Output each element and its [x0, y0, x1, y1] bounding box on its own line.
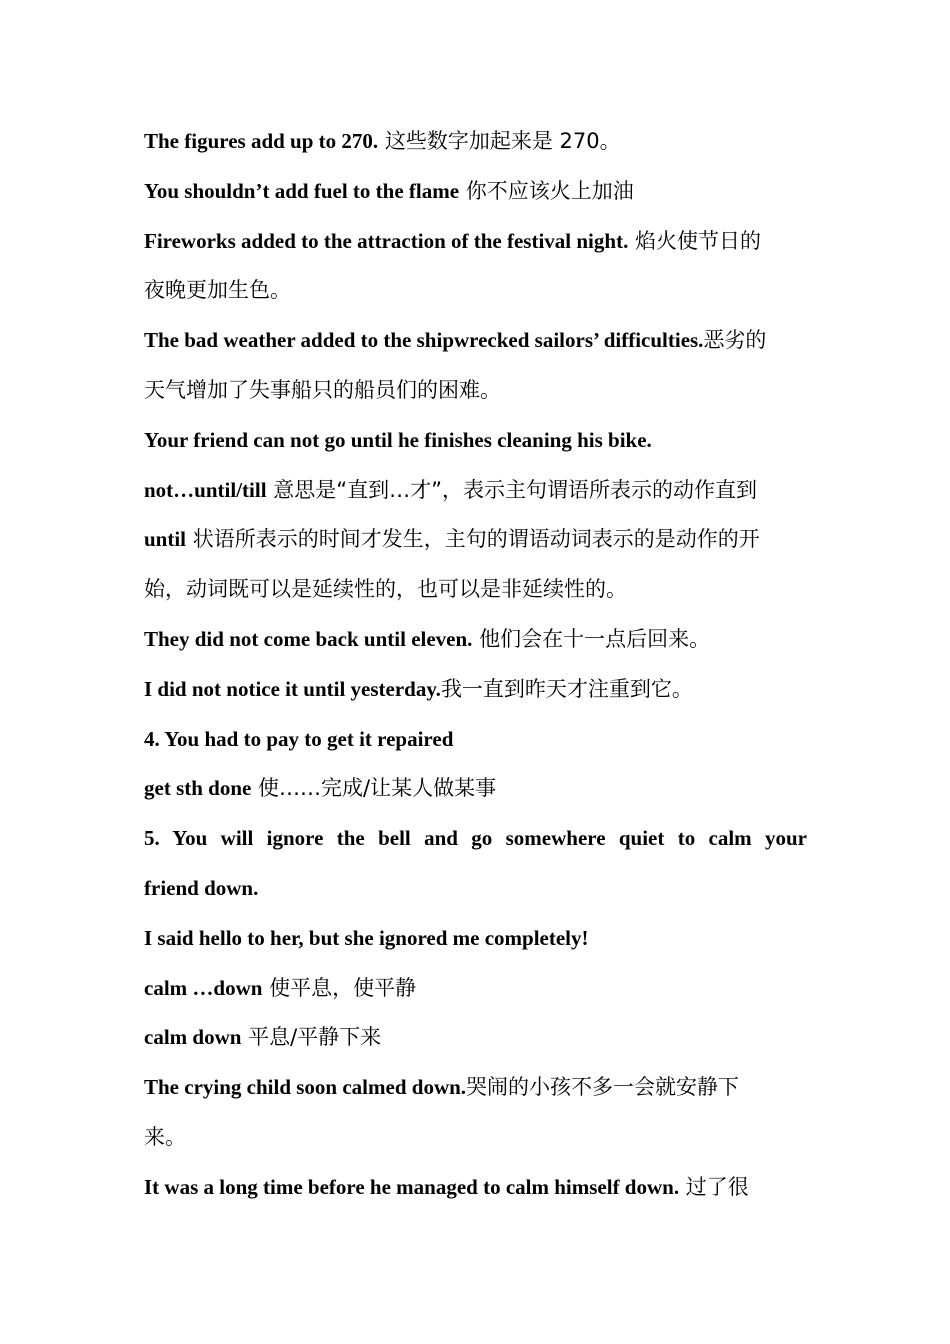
text-line — [144, 216, 807, 266]
chinese-text: 使……完成/让某人做某事 — [251, 776, 497, 800]
english-text: The crying child soon calmed down. — [144, 1075, 467, 1099]
chinese-text: 焰火使节日的 — [628, 229, 761, 253]
english-text: calm down — [144, 1025, 242, 1049]
chinese-text: 你不应该火上加油 — [459, 179, 634, 203]
chinese-text: 这些数字加起来是 270。 — [378, 129, 621, 153]
text-line — [144, 664, 807, 714]
english-text: I did not notice it until yesterday. — [144, 677, 441, 701]
text-line — [144, 913, 807, 963]
text-line — [144, 365, 807, 415]
text-line — [144, 1012, 807, 1062]
text-line — [144, 963, 807, 1013]
section-heading — [144, 813, 807, 863]
text-line — [144, 265, 807, 315]
english-text: 5. You will ignore the bell and go somewhere quiet to calm your — [144, 826, 807, 850]
chinese-text: 哭闹的小孩不多一会就安静下 — [466, 1075, 740, 1099]
chinese-text: 夜晚更加生色。 — [144, 278, 291, 302]
section-heading-continued — [144, 863, 807, 913]
text-line — [144, 614, 807, 664]
chinese-text: 过了很 — [679, 1175, 749, 1199]
chinese-text: 状语所表示的时间才发生，主句的谓语动词表示的是动作的开 — [186, 527, 760, 551]
chinese-text: 恶劣的 — [703, 328, 767, 352]
english-text: calm …down — [144, 976, 263, 1000]
chinese-text: 始，动词既可以是延续性的，也可以是非延续性的。 — [144, 577, 627, 601]
english-text: They did not come back until eleven. — [144, 627, 473, 651]
text-line — [144, 166, 807, 216]
chinese-text: 他们会在十一点后回来。 — [472, 627, 711, 651]
english-text: It was a long time before he managed to calm himself down. — [144, 1175, 680, 1199]
chinese-text: 意思是“直到…才”，表示主句谓语所表示的动作直到 — [266, 478, 757, 502]
english-text: friend down. — [144, 876, 259, 900]
english-text: not…until/till — [144, 478, 267, 502]
chinese-text: 天气增加了失事船只的船员们的困难。 — [144, 378, 501, 402]
english-text: get sth done — [144, 776, 252, 800]
text-line — [144, 514, 807, 564]
text-line — [144, 116, 807, 166]
text-line — [144, 465, 807, 515]
english-text: Fireworks added to the attraction of the festival night. — [144, 229, 629, 253]
chinese-text: 平息/平静下来 — [241, 1025, 382, 1049]
text-line — [144, 1162, 807, 1212]
text-line — [144, 763, 807, 813]
english-text: The bad weather added to the shipwrecked sailors’ difficulties. — [144, 328, 704, 352]
english-text: 4. You had to pay to get it repaired — [144, 727, 454, 751]
chinese-text: 我一直到昨天才注重到它。 — [440, 677, 693, 701]
english-text: I said hello to her, but she ignored me completely! — [144, 926, 589, 950]
text-line — [144, 564, 807, 614]
text-line — [144, 1112, 807, 1162]
english-text: until — [144, 527, 187, 551]
section-heading — [144, 714, 807, 764]
text-line — [144, 415, 807, 465]
text-line — [144, 315, 807, 365]
chinese-text: 使平息，使平静 — [262, 976, 417, 1000]
english-text: The figures add up to 270. — [144, 129, 379, 153]
english-text: Your friend can not go until he finishes cleaning his bike. — [144, 428, 652, 452]
english-text: You shouldn’t add fuel to the flame — [144, 179, 460, 203]
text-line — [144, 1062, 807, 1112]
chinese-text: 来。 — [144, 1125, 186, 1149]
